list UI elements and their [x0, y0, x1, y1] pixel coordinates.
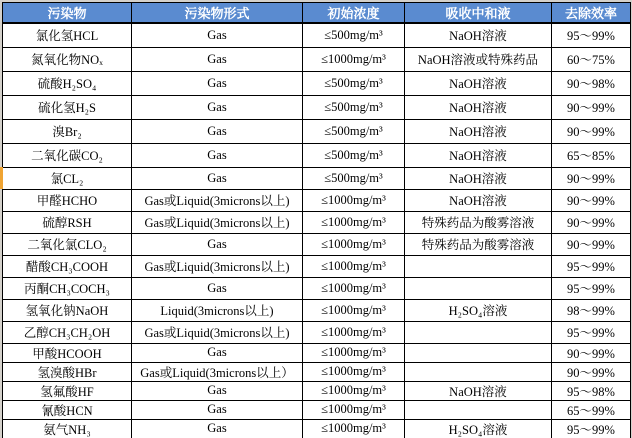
- cell-absorbent: [405, 400, 552, 419]
- cell-absorbent: NaOH溶液: [405, 167, 552, 189]
- cell-form: Gas: [132, 23, 303, 47]
- table-body: [3, 23, 631, 438]
- cell-pollutant: 二氧化氯CLO₂: [3, 233, 132, 255]
- table-container: [2, 2, 630, 436]
- cell-form: Gas: [132, 95, 303, 119]
- row-highlight-marker: [0, 167, 3, 189]
- cell-concentration: ≤1000mg/m³: [303, 381, 405, 400]
- cell-pollutant: 氯CL₂: [3, 167, 132, 189]
- cell-efficiency: 90～99%: [552, 189, 631, 211]
- cell-form: Gas或Liquid(3microns以上): [132, 211, 303, 233]
- table-row: [3, 189, 631, 211]
- cell-pollutant: 甲醛HCHO: [3, 189, 132, 211]
- cell-efficiency: 95～99%: [552, 277, 631, 299]
- cell-efficiency: 90～99%: [552, 362, 631, 381]
- table-row: [3, 381, 631, 400]
- cell-concentration: ≤1000mg/m³: [303, 362, 405, 381]
- cell-absorbent: [405, 362, 552, 381]
- cell-absorbent: [405, 343, 552, 362]
- cell-concentration: ≤1000mg/m³: [303, 211, 405, 233]
- cell-pollutant: 氢溴酸HBr: [3, 362, 132, 381]
- cell-form: Gas或Liquid(3microns以上): [132, 255, 303, 277]
- cell-efficiency: 60～75%: [552, 47, 631, 71]
- cell-efficiency: 65～85%: [552, 143, 631, 167]
- column-header-form: 污染物形式: [132, 3, 303, 24]
- cell-pollutant: 氨气NH₃: [3, 419, 132, 438]
- cell-concentration: ≤1000mg/m³: [303, 277, 405, 299]
- table-row: [3, 23, 631, 47]
- cell-absorbent: NaOH溶液: [405, 189, 552, 211]
- cell-form: Gas: [132, 47, 303, 71]
- cell-concentration: ≤1000mg/m³: [303, 299, 405, 321]
- cell-concentration: ≤1000mg/m³: [303, 400, 405, 419]
- table-row: [3, 71, 631, 95]
- cell-concentration: ≤1000mg/m³: [303, 343, 405, 362]
- cell-absorbent: H₂SO₄溶液: [405, 299, 552, 321]
- table-row: [3, 143, 631, 167]
- table-row: [3, 233, 631, 255]
- cell-concentration: ≤1000mg/m³: [303, 47, 405, 71]
- cell-efficiency: 90～99%: [552, 119, 631, 143]
- cell-pollutant: 氮氧化物NOₓ: [3, 47, 132, 71]
- table-row: [3, 343, 631, 362]
- cell-form: Gas: [132, 71, 303, 95]
- cell-pollutant: 氢氧化钠NaOH: [3, 299, 132, 321]
- table-row: [3, 255, 631, 277]
- cell-concentration: ≤500mg/m³: [303, 167, 405, 189]
- cell-form: Gas: [132, 419, 303, 438]
- cell-efficiency: 65～99%: [552, 400, 631, 419]
- table-row: [3, 321, 631, 343]
- cell-form: Gas: [132, 381, 303, 400]
- cell-absorbent: [405, 277, 552, 299]
- cell-pollutant: 醋酸CH₃COOH: [3, 255, 132, 277]
- cell-efficiency: 90～99%: [552, 167, 631, 189]
- cell-absorbent: NaOH溶液: [405, 381, 552, 400]
- cell-efficiency: 90～99%: [552, 95, 631, 119]
- cell-absorbent: 特殊药品为酸雾溶液: [405, 211, 552, 233]
- cell-efficiency: 95～99%: [552, 23, 631, 47]
- cell-efficiency: 98～99%: [552, 299, 631, 321]
- cell-form: Gas或Liquid(3microns以上): [132, 189, 303, 211]
- cell-absorbent: [405, 255, 552, 277]
- cell-efficiency: 90～98%: [552, 71, 631, 95]
- pollutant-removal-table: [2, 2, 631, 438]
- cell-pollutant: 氢氟酸HF: [3, 381, 132, 400]
- header-row: [3, 3, 631, 24]
- cell-form: Gas或Liquid(3microns以上）: [132, 362, 303, 381]
- table-row: [3, 47, 631, 71]
- column-header-pollutant: 污染物: [3, 3, 132, 24]
- cell-form: Gas: [132, 167, 303, 189]
- cell-pollutant: 硫化氢H₂S: [3, 95, 132, 119]
- table-row: [3, 419, 631, 438]
- cell-concentration: ≤500mg/m³: [303, 71, 405, 95]
- cell-pollutant: 乙醇CH₃CH₂OH: [3, 321, 132, 343]
- table-row: [3, 277, 631, 299]
- cell-efficiency: 95～98%: [552, 381, 631, 400]
- table-row: [3, 362, 631, 381]
- table-row: [3, 400, 631, 419]
- cell-form: Gas: [132, 277, 303, 299]
- cell-absorbent: [405, 321, 552, 343]
- cell-form: Gas: [132, 119, 303, 143]
- cell-concentration: ≤1000mg/m³: [303, 321, 405, 343]
- table-row: [3, 211, 631, 233]
- cell-efficiency: 95～99%: [552, 321, 631, 343]
- table-row: [3, 119, 631, 143]
- cell-concentration: ≤500mg/m³: [303, 23, 405, 47]
- cell-pollutant: 硫酸H₂SO₄: [3, 71, 132, 95]
- cell-concentration: ≤1000mg/m³: [303, 189, 405, 211]
- cell-efficiency: 95～99%: [552, 255, 631, 277]
- cell-pollutant: 氯化氢HCL: [3, 23, 132, 47]
- cell-concentration: ≤500mg/m³: [303, 119, 405, 143]
- cell-pollutant: 硫醇RSH: [3, 211, 132, 233]
- table-row: [3, 167, 631, 189]
- cell-absorbent: NaOH溶液: [405, 143, 552, 167]
- cell-pollutant: 氰酸HCN: [3, 400, 132, 419]
- cell-pollutant: 二氧化碳CO₂: [3, 143, 132, 167]
- cell-pollutant: 溴Br₂: [3, 119, 132, 143]
- cell-efficiency: 95～99%: [552, 419, 631, 438]
- cell-concentration: ≤1000mg/m³: [303, 233, 405, 255]
- cell-form: Gas或Liquid(3microns以上): [132, 321, 303, 343]
- cell-absorbent: NaOH溶液: [405, 71, 552, 95]
- cell-form: Liquid(3microns以上): [132, 299, 303, 321]
- cell-pollutant: 丙酮CH₃COCH₃: [3, 277, 132, 299]
- table-row: [3, 95, 631, 119]
- cell-form: Gas: [132, 400, 303, 419]
- cell-absorbent: H₂SO₄溶液: [405, 419, 552, 438]
- cell-absorbent: NaOH溶液: [405, 23, 552, 47]
- cell-concentration: ≤500mg/m³: [303, 95, 405, 119]
- column-header-efficiency: 去除效率: [552, 3, 631, 24]
- table-header: [3, 3, 631, 24]
- cell-concentration: ≤1000mg/m³: [303, 419, 405, 438]
- cell-efficiency: 90～99%: [552, 211, 631, 233]
- cell-concentration: ≤1000mg/m³: [303, 255, 405, 277]
- cell-form: Gas: [132, 343, 303, 362]
- cell-concentration: ≤500mg/m³: [303, 143, 405, 167]
- cell-efficiency: 90～99%: [552, 343, 631, 362]
- column-header-concentration: 初始浓度: [303, 3, 405, 24]
- cell-efficiency: 90～99%: [552, 233, 631, 255]
- cell-form: Gas: [132, 143, 303, 167]
- cell-absorbent: NaOH溶液: [405, 119, 552, 143]
- cell-absorbent: NaOH溶液或特殊药品: [405, 47, 552, 71]
- cell-pollutant: 甲酸HCOOH: [3, 343, 132, 362]
- cell-absorbent: NaOH溶液: [405, 95, 552, 119]
- table-row: [3, 299, 631, 321]
- column-header-absorbent: 吸收中和液: [405, 3, 552, 24]
- cell-form: Gas: [132, 233, 303, 255]
- cell-absorbent: 特殊药品为酸雾溶液: [405, 233, 552, 255]
